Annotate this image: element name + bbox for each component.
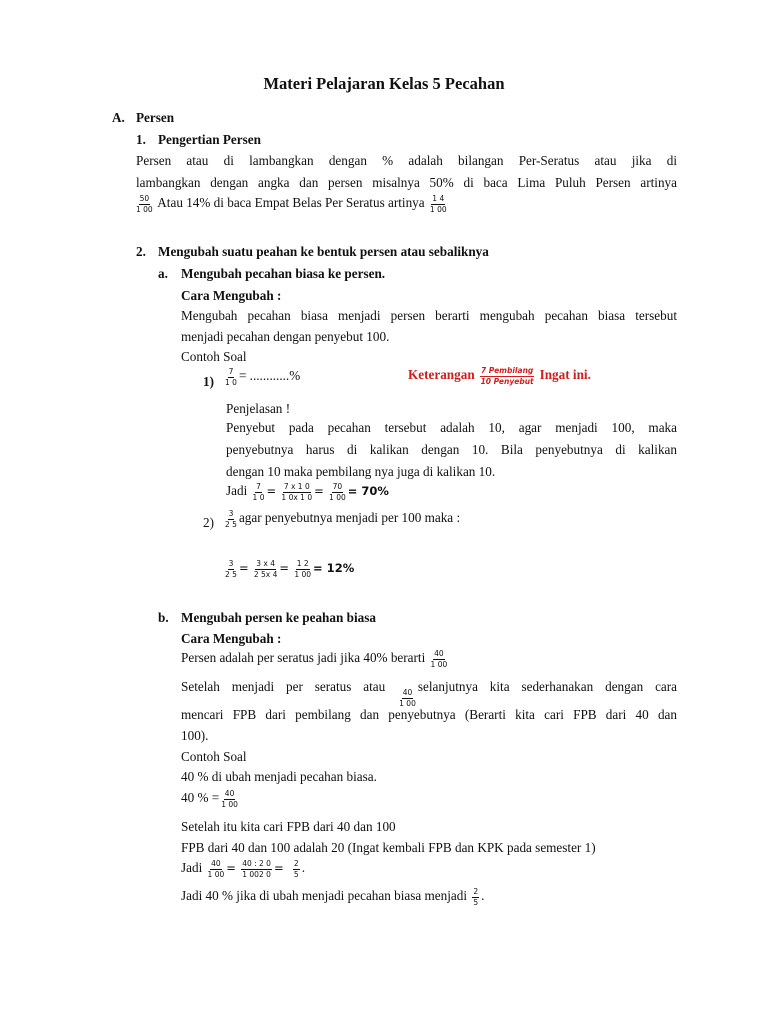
note-label: Keterangan (408, 367, 475, 383)
equation-line: Jadi $\frac{7}{1 0}$ = $\frac{7 x 1 0}{1 0x 1 0}$ = $\frac{70}{1 00}$ = 70% (226, 482, 389, 502)
fraction: $\frac{7 x 1 0}{1 0x 1 0}$ (281, 482, 313, 502)
fraction: $\frac{1 4}{1 00}$ (429, 194, 447, 214)
fraction: $\frac{2}{5}$ (293, 859, 299, 879)
example-text: agar penyebutnya menjadi per 100 maka : (238, 510, 461, 526)
equation-line: $\frac{3}{2 5}$ = $\frac{3 x 4}{2 5x 4}$ = $\frac{1 2}{1 00}$ = 12% (225, 559, 355, 579)
fraction: $\frac{2}{5}$ (473, 887, 479, 907)
note-box (408, 367, 591, 385)
paragraph-line: lambangkan dengan angka dan persen misalnya 50% di baca Lima Puluh Persen artinya (136, 175, 677, 190)
paragraph-line: penyebutnya harus di kalikan dengan 10. Bila penyebutnya di kalikan (226, 442, 677, 457)
equation-label: Jadi (226, 483, 248, 499)
equation-label: Jadi (181, 860, 203, 876)
fraction: $\frac{3 x 4}{2 5x 4}$ (253, 559, 278, 579)
note-fraction: $\frac{\text{7 Pembilang}}{\text{10 Penyebut}}$ (480, 366, 534, 386)
example-expression (223, 368, 300, 386)
equation-line: Jadi $\frac{40}{1 00}$ = $\frac{40 : 2 0}{1 002 0}$ = $\frac{2}{5}$ . (181, 859, 305, 879)
paragraph-line: menjadi pecahan dengan penyebut 100. (181, 329, 390, 344)
paragraph-text: selanjutnya kita sederhanakan dengan cara (417, 679, 678, 694)
fraction: $\frac{3}{2 5}$ (225, 509, 237, 529)
explanation-heading: Penjelasan ! (226, 401, 291, 416)
fraction: $\frac{1 2}{1 00}$ (294, 559, 312, 579)
fraction: $\frac{40}{1 00}$ (207, 859, 225, 879)
blank-percent: = ............% (238, 368, 301, 384)
equation-result: = 12% (313, 561, 355, 576)
method-heading: Cara Mengubah : (181, 288, 282, 303)
example-number: 2) (203, 515, 214, 530)
fraction: $\frac{40}{1 00}$ (430, 649, 448, 669)
paragraph-line: Persen atau di lambangkan dengan % adalah bilangan Per-Seratus atau jika di (136, 153, 677, 168)
fraction: $\frac{7}{1 0}$ (225, 367, 237, 387)
fraction: $\frac{40 : 2 0}{1 002 0}$ (242, 859, 271, 879)
equation-label: 40 % = (181, 790, 220, 806)
paragraph-text: Setelah menjadi per seratus atau (181, 679, 386, 694)
subsection-a-heading: Mengubah pecahan biasa ke persen. (181, 266, 386, 281)
subsection-2-number: 2. (136, 244, 146, 259)
subsection-b-number: b. (158, 610, 169, 625)
note-tail: Ingat ini. (539, 367, 591, 383)
section-a-heading: Persen (136, 110, 175, 125)
subsection-1-heading: Pengertian Persen (158, 132, 261, 147)
paragraph-line-with-fraction: Jadi 40 % jika di ubah menjadi pecahan biasa menjadi $\frac{2}{5}$ . (181, 887, 485, 907)
paragraph-line: Setelah itu kita cari FPB dari 40 dan 100 (181, 819, 396, 834)
example-heading: Contoh Soal (181, 749, 247, 764)
section-a-number: A. (112, 110, 125, 125)
paragraph-line-with-fraction (181, 679, 677, 707)
paragraph-line-with-fraction (181, 650, 449, 668)
paragraph-text: Jadi 40 % jika di ubah menjadi pecahan biasa menjadi (181, 888, 468, 904)
paragraph-text: Persen adalah per seratus jadi jika 40% berarti (181, 650, 426, 666)
subsection-b-heading: Mengubah persen ke peahan biasa (181, 610, 376, 625)
subsection-a-number: a. (158, 266, 168, 281)
paragraph-line: FPB dari 40 dan 100 adalah 20 (Ingat kembali FPB dan KPK pada semester 1) (181, 840, 596, 855)
subsection-2-heading: Mengubah suatu peahan ke bentuk persen atau sebaliknya (158, 244, 489, 259)
page-title: Materi Pelajaran Kelas 5 Pecahan (263, 74, 505, 93)
fraction: $\frac{40}{1 00}$ (399, 688, 416, 708)
paragraph-line: mencari FPB dari pembilang dan penyebutnya (Berarti kita cari FPB dari 40 dan (181, 707, 677, 722)
fraction: $\frac{3}{2 5}$ (225, 559, 237, 579)
paragraph-line: Penyebut pada pecahan tersebut adalah 10, agar menjadi 100, maka (226, 420, 677, 435)
fraction: $\frac{70}{1 00}$ (329, 482, 346, 502)
fraction: $\frac{7}{1 0}$ (252, 482, 265, 502)
method-heading: Cara Mengubah : (181, 631, 282, 646)
paragraph-line: Mengubah pecahan biasa menjadi persen berarti mengubah pecahan biasa tersebut (181, 308, 677, 323)
paragraph-line: 40 % di ubah menjadi pecahan biasa. (181, 769, 377, 784)
fraction: $\frac{40}{1 00}$ (221, 789, 238, 809)
paragraph-line: 100). (181, 728, 209, 743)
subsection-1-number: 1. (136, 132, 146, 147)
example-expression (223, 510, 460, 528)
paragraph-text: Atau 14% di baca Empat Belas Per Seratus artinya (157, 195, 425, 211)
fraction: $\frac{50}{1 00}$ (136, 194, 153, 214)
example-heading: Contoh Soal (181, 349, 247, 364)
example-number: 1) (203, 374, 214, 389)
equation-result: = 70% (347, 484, 389, 499)
paragraph-line: dengan 10 maka pembilang nya juga di kalikan 10. (226, 464, 496, 479)
paragraph-line-with-fractions (134, 195, 449, 213)
equation-line (181, 790, 240, 808)
